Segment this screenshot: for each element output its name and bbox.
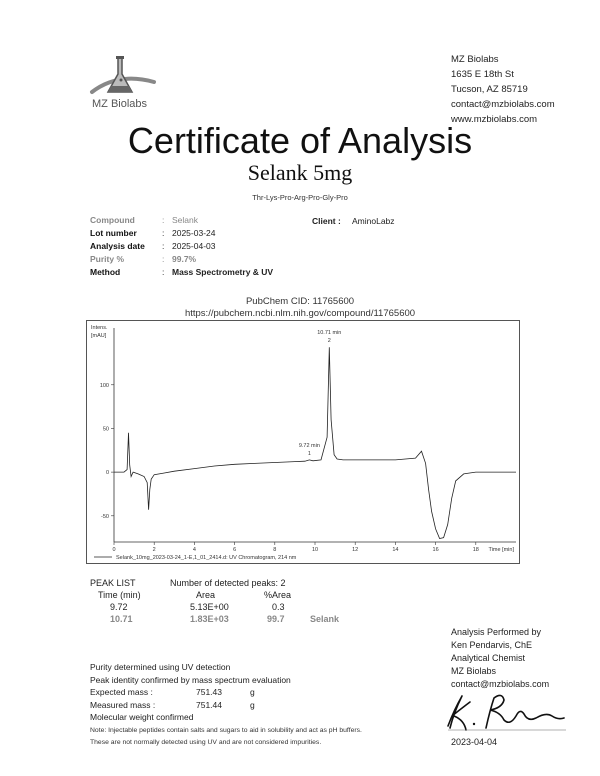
y-tick-label: -50 bbox=[101, 513, 109, 520]
lot-value: 2025-03-24 bbox=[172, 228, 216, 238]
method-value: Mass Spectrometry & UV bbox=[172, 267, 274, 277]
x-tick-label: 2 bbox=[152, 547, 156, 553]
column-header: %Area bbox=[264, 590, 292, 600]
uv-chromatogram bbox=[86, 320, 520, 564]
separator: : bbox=[162, 254, 165, 264]
analyst-name: Ken Pendarvis, ChE bbox=[451, 640, 533, 650]
y-axis-label: Intens. bbox=[91, 325, 108, 331]
peptide-sequence: Thr-Lys-Pro-Arg-Pro-Gly-Pro bbox=[252, 193, 348, 202]
address-website: www.mzbiolabs.com bbox=[451, 114, 538, 125]
peak-compound: Selank bbox=[310, 614, 340, 624]
y-axis-unit: [mAU] bbox=[91, 333, 107, 339]
peak-number-label: 1 bbox=[307, 450, 311, 457]
x-tick-label: 12 bbox=[352, 547, 359, 553]
compound-value: Selank bbox=[172, 215, 198, 225]
pubchem-cid: PubChem CID: 11765600 bbox=[245, 296, 355, 307]
x-tick-label: 6 bbox=[233, 547, 237, 553]
mass-unit: g bbox=[250, 699, 255, 710]
pubchem-reference bbox=[0, 296, 600, 320]
x-tick-label: 8 bbox=[273, 547, 277, 553]
peak-percent: 0.3 bbox=[272, 602, 285, 612]
client-value: AminoLabz bbox=[352, 216, 395, 226]
pubchem-url[interactable]: https://pubchem.ncbi.nlm.nih.gov/compound/11765600 bbox=[184, 308, 416, 319]
separator: : bbox=[162, 267, 165, 277]
peak-time-label: 9.72 min bbox=[298, 442, 320, 449]
separator: : bbox=[162, 228, 165, 238]
certificate-title: Certificate of Analysis bbox=[127, 120, 473, 161]
expected-mass-row bbox=[90, 686, 291, 699]
peak-list-title: PEAK LIST bbox=[90, 578, 136, 588]
x-tick-label: 18 bbox=[472, 547, 479, 553]
note-confirmed: Molecular weight confirmed bbox=[90, 712, 194, 722]
analysis-notes bbox=[90, 661, 291, 724]
product-title: Selank 5mg bbox=[247, 160, 353, 185]
x-tick-label: 0 bbox=[112, 547, 116, 553]
peak-time: 9.72 bbox=[110, 602, 128, 612]
address-email: contact@mzbiolabs.com bbox=[451, 99, 555, 110]
x-axis-label: Time [min] bbox=[488, 547, 514, 553]
purity-value: 99.7% bbox=[172, 254, 197, 264]
analyst-line: Analysis Performed by bbox=[451, 627, 542, 637]
analyst-block bbox=[451, 626, 549, 691]
x-tick-label: 10 bbox=[311, 547, 319, 553]
address-line: MZ Biolabs bbox=[451, 54, 499, 65]
analyst-role: Analytical Chemist bbox=[451, 653, 526, 663]
measured-mass-value: 751.44 bbox=[196, 699, 222, 710]
peak-time: 10.71 bbox=[110, 614, 133, 624]
analysis-date-label: Analysis date bbox=[90, 241, 145, 251]
column-header: Area bbox=[196, 590, 216, 600]
measured-mass-label: Measured mass : bbox=[90, 699, 156, 710]
expected-mass-value: 751.43 bbox=[196, 687, 222, 697]
peak-number-label: 2 bbox=[327, 338, 331, 345]
peak-area: 1.83E+03 bbox=[190, 614, 229, 624]
note-mass-spec: Peak identity confirmed by mass spectrum evaluation bbox=[90, 674, 291, 685]
column-header: Time (min) bbox=[98, 590, 141, 600]
company-address bbox=[451, 52, 555, 127]
measured-mass-row bbox=[90, 699, 291, 712]
analysis-date-value: 2025-04-03 bbox=[172, 241, 216, 251]
client-label: Client : bbox=[312, 216, 341, 226]
footnote-line: These are not normally detected using UV and are not considered impurities. bbox=[90, 739, 322, 746]
separator: : bbox=[162, 241, 165, 251]
footnote bbox=[90, 725, 362, 749]
y-tick-label: 0 bbox=[105, 470, 109, 477]
y-tick-label: 100 bbox=[99, 382, 109, 389]
analyst-email: contact@mzbiolabs.com bbox=[451, 679, 550, 689]
peak-percent: 99.7 bbox=[267, 614, 285, 624]
purity-label: Purity % bbox=[90, 254, 125, 264]
legend-label: Selank_10mg_2023-03-24_1-E,1_01_2414.d: UV Chromatogram, 214 nm bbox=[116, 555, 297, 561]
signature-date: 2023-04-04 bbox=[451, 737, 498, 747]
address-line: 1635 E 18th St bbox=[451, 69, 514, 80]
signature-image bbox=[440, 690, 570, 734]
x-tick-label: 16 bbox=[432, 547, 439, 553]
address-line: Tucson, AZ 85719 bbox=[451, 84, 528, 95]
x-tick-label: 4 bbox=[192, 547, 196, 553]
y-tick-label: 50 bbox=[102, 426, 109, 433]
lot-label: Lot number bbox=[90, 228, 137, 238]
separator: : bbox=[162, 215, 165, 225]
peak-area: 5.13E+00 bbox=[190, 602, 229, 612]
method-label: Method bbox=[90, 267, 121, 277]
company-logo-text: MZ Biolabs bbox=[92, 98, 148, 110]
compound-label: Compound bbox=[90, 215, 135, 225]
note-uv: Purity determined using UV detection bbox=[90, 662, 231, 672]
peak-time-label: 10.71 min bbox=[317, 330, 342, 337]
expected-mass-label: Expected mass : bbox=[90, 687, 153, 697]
mass-unit: g bbox=[250, 687, 255, 697]
footnote-line: Note: Injectable peptides contain salts and sugars to aid in solubility and act as pH buffers. bbox=[90, 727, 362, 734]
analyst-company: MZ Biolabs bbox=[451, 666, 497, 676]
x-tick-label: 14 bbox=[392, 547, 399, 553]
peak-count: Number of detected peaks: 2 bbox=[170, 578, 286, 588]
